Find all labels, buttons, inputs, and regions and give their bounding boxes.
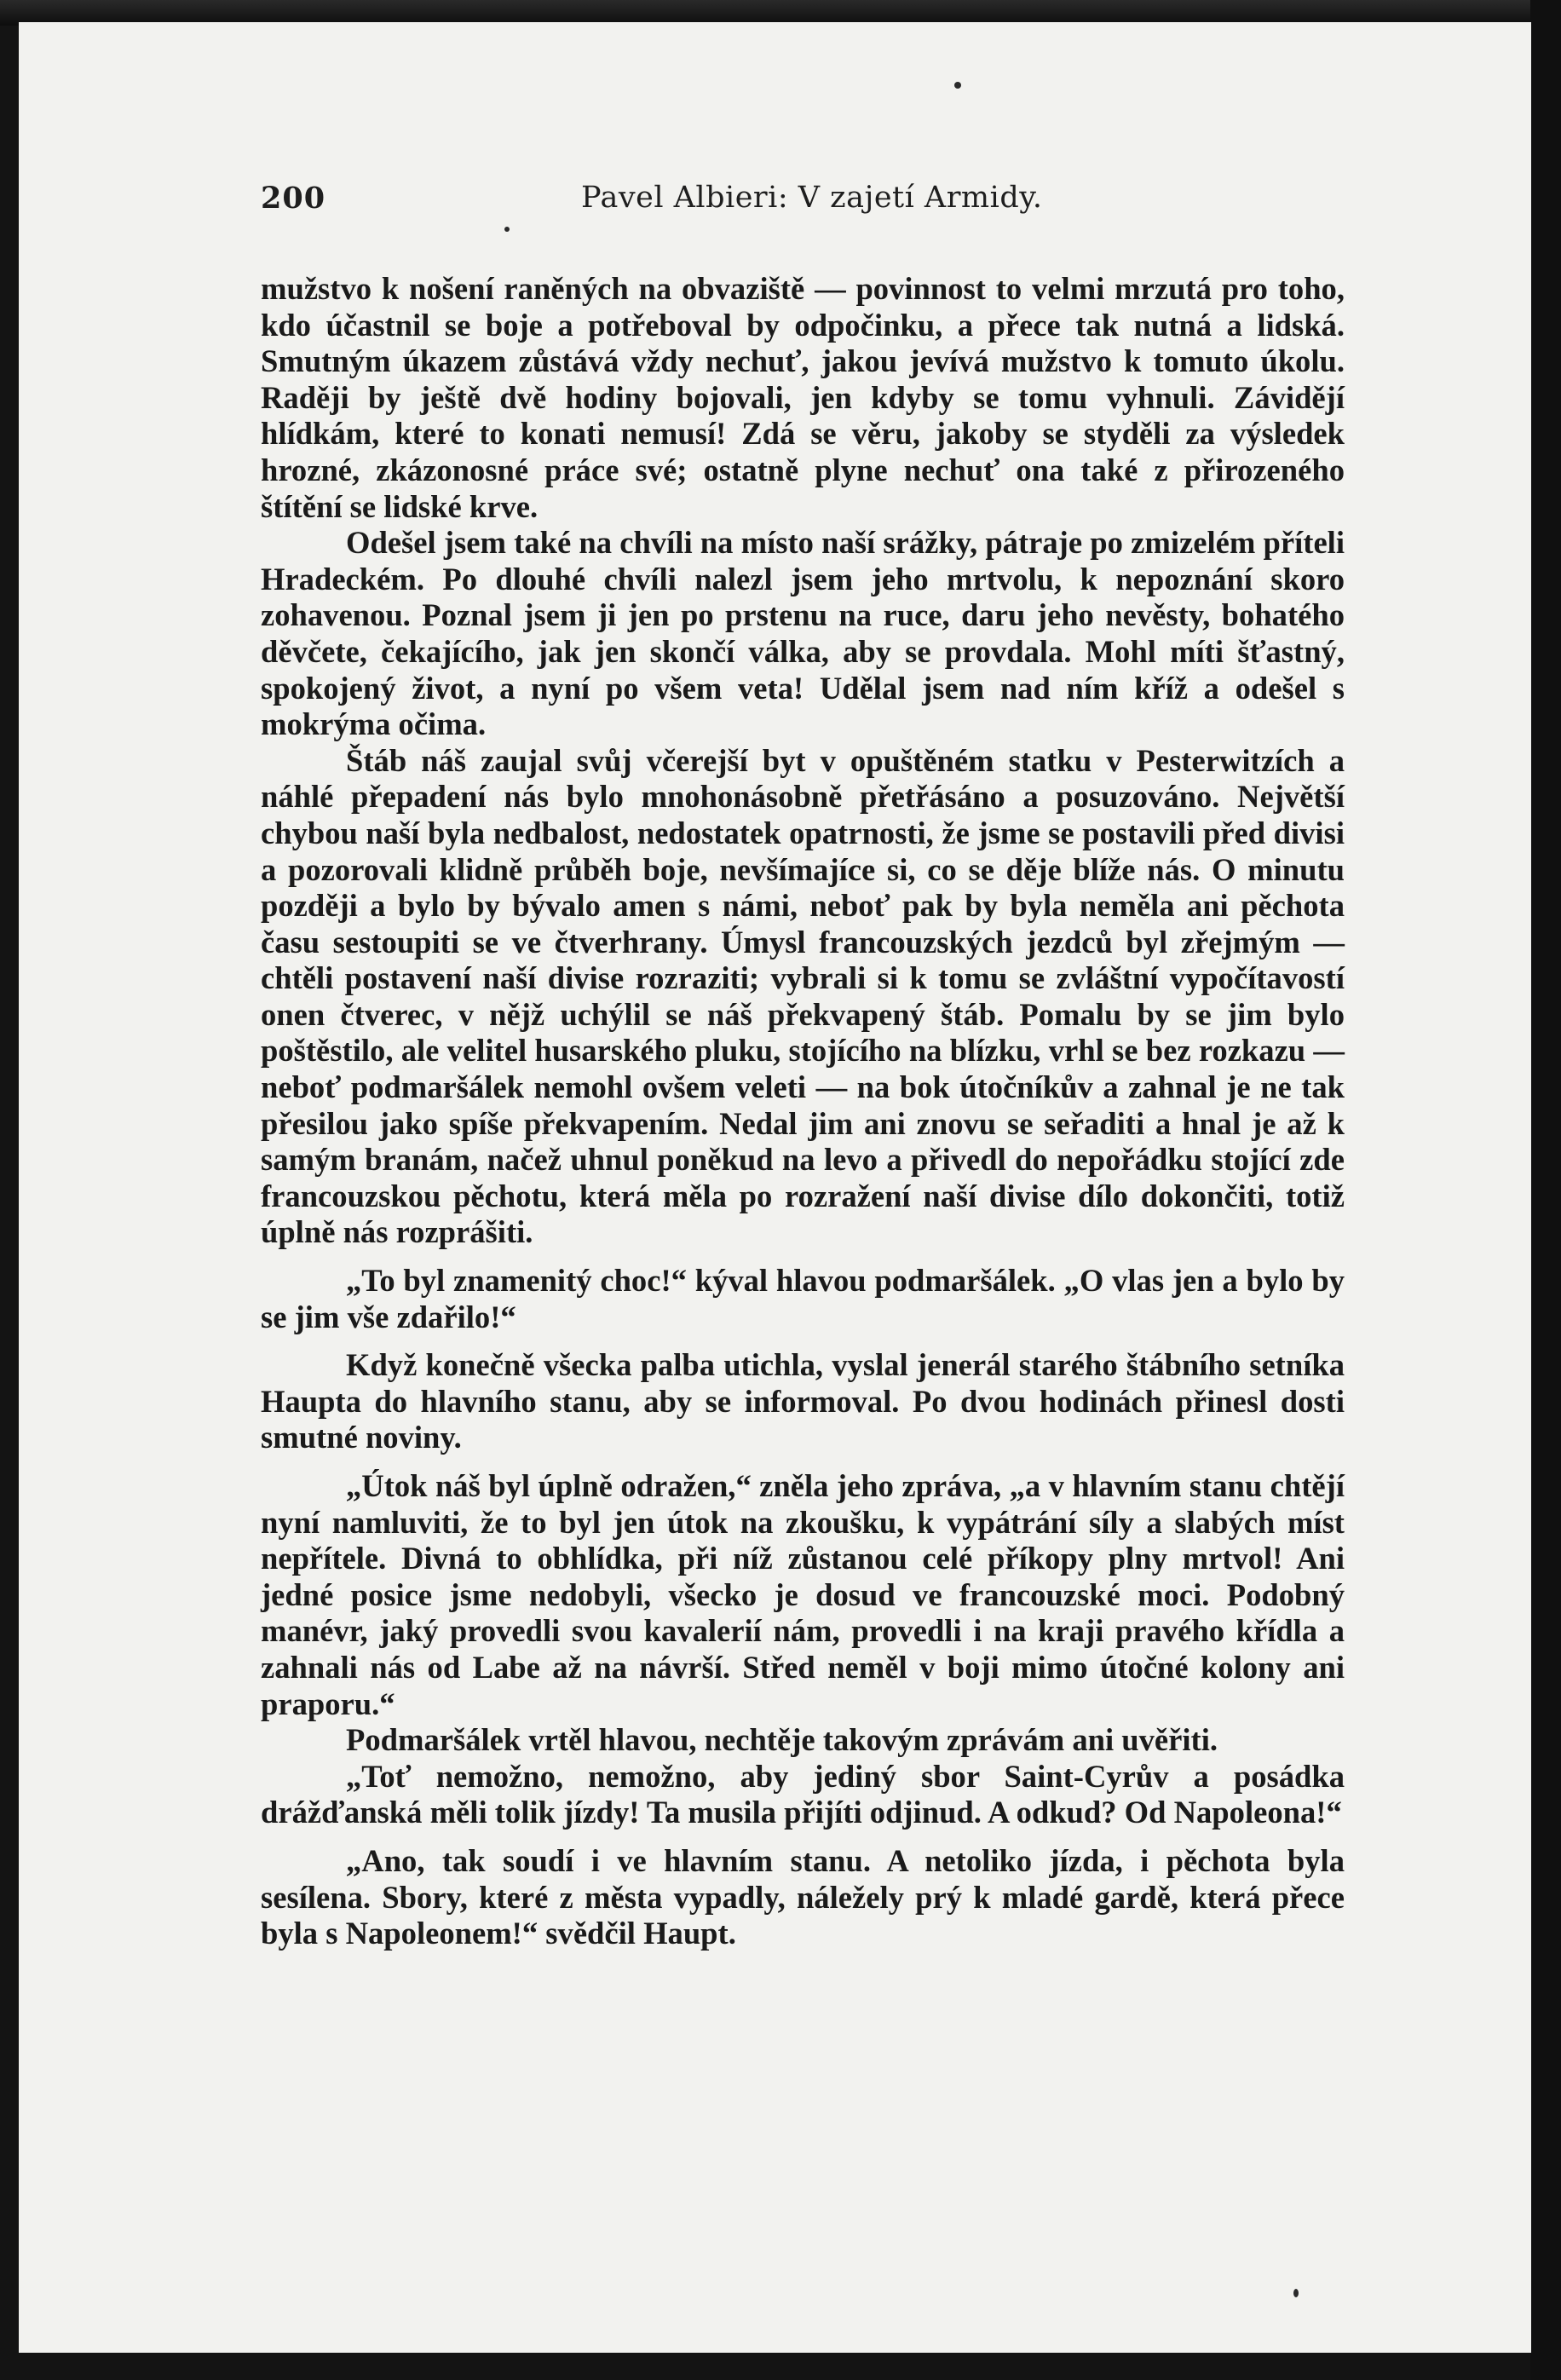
running-title: Pavel Albieri: V zajetí Armidy. (581, 181, 1043, 215)
page-number: 200 (261, 181, 326, 216)
paragraph: „Toť nemožno, nemožno, aby jediný sbor Saint-Cyrův a posádka drážďanská měli tolik jízdy! Ta musila přijíti odjinud. A odkud? Od Napoleona!“ (261, 1758, 1345, 1830)
dust-speck (1293, 2289, 1299, 2297)
paragraph: „Ano, tak soudí i ve hlavním stanu. A netoliko jízda, i pěchota byla sesílena. Sbory, které z města vypadly, náležely prý k mladé gardě, která přece byla s Napoleonem!“ svědčil Haupt. (261, 1842, 1345, 1951)
page-header (261, 181, 1351, 232)
paragraph: mužstvo k nošení raněných na obvaziště — povinnost to velmi mrzutá pro toho, kdo účastnil se boje a potřeboval by odpočinku, a přece tak nutná a lidská. Smutným úkazem zůstává vždy nechuť, jakou jevívá mužstvo k tomuto úkolu. Raději by ještě dvě hodiny bojovali, jen kdyby se tomu vyhnuli. Závidějí hlídkám, které to konati nemusí! Zdá se věru, jakoby se styděli za výsledek hrozné, zkázonosné práce své; ostatně plyne nechuť ona také z přirozeného štítění se lidské krve. (261, 271, 1345, 524)
paragraph: „To byl znamenitý choc!“ kýval hlavou podmaršálek. „O vlas jen a bylo by se jim vše zdařilo!“ (261, 1263, 1345, 1334)
paragraph: Štáb náš zaujal svůj včerejší byt v opuštěném statku v Pesterwitzích a náhlé přepadení nás bylo mnohonásobně přetřásáno a posuzováno. Největší chybou naší byla nedbalost, nedostatek opatrnosti, že jsme se postavili před divisi a pozorovali klidně průběh boje, nevšímajíce si, co se děje blíže nás. O minutu později a bylo by bývalo amen s námi, neboť pak by byla neměla ani pěchota času sestoupiti se ve čtverhrany. Úmysl francouzských jezdců byl zřejmým — chtěli postavení naší divise rozraziti; vybrali si k tomu se zvláštní vypočítavostí onen čtverec, v nějž uchýlil se náš překvapený štáb. Pomalu by se jim bylo poštěstilo, ale velitel husarského pluku, stojícího na blízku, vrhl se bez rozkazu — neboť podmaršálek nemohl ovšem veleti — na bok útočníkův a zahnal je ne tak přesilou jako spíše překvapením. Nedal jim ani znovu se seřaditi a hnal je až k samým branám, načež uhnul poněkud na levo a přivedl do nepořádku stojící zde francouzskou pěchotu, která měla po rozražení naší divise dílo dokončiti, totiž úplně nás rozprášiti. (261, 742, 1345, 1250)
dust-speck (954, 82, 961, 89)
paragraph: Když konečně všecka palba utichla, vyslal jenerál starého štábního setníka Haupta do hlavního stanu, aby se informoval. Po dvou hodinách přinesl dosti smutné noviny. (261, 1347, 1345, 1455)
paragraph: Podmaršálek vrtěl hlavou, nechtěje takovým zprávám ani uvěřiti. (346, 1722, 1218, 1758)
paragraph: „Útok náš byl úplně odražen,“ zněla jeho zpráva, „a v hlavním stanu chtějí nyní namluviti, že to byl jen útok na zkoušku, k vypátrání síly a slabých míst nepřítele. Divná to obhlídka, při níž zůstanou celé příkopy plny mrtvol! Ani jedné posice jsme nedobyli, všecko je dosud ve francouzské moci. Podobný manévr, jaký provedli svou kavalerií nám, provedli i na kraji pravého křídla a zahnali nás od Labe až na návrší. Střed neměl v boji mimo útočné kolony ani praporu.“ (261, 1468, 1345, 1721)
paragraph: Odešel jsem také na chvíli na místo naší srážky, pátraje po zmizelém příteli Hradeckém. Po dlouhé chvíli nalezl jsem jeho mrtvolu, k nepoznání skoro zohavenou. Poznal jsem ji jen po prstenu na ruce, daru jeho nevěsty, bohatého děvčete, čekajícího, jak jen skončí válka, aby se provdala. Mohl míti šťastný, spokojený život, a nyní po všem veta! Udělal jsem nad ním kříž a odešel s mokrýma očima. (261, 525, 1345, 742)
scan-right-edge (1530, 0, 1561, 2380)
body-text (261, 271, 1345, 1952)
